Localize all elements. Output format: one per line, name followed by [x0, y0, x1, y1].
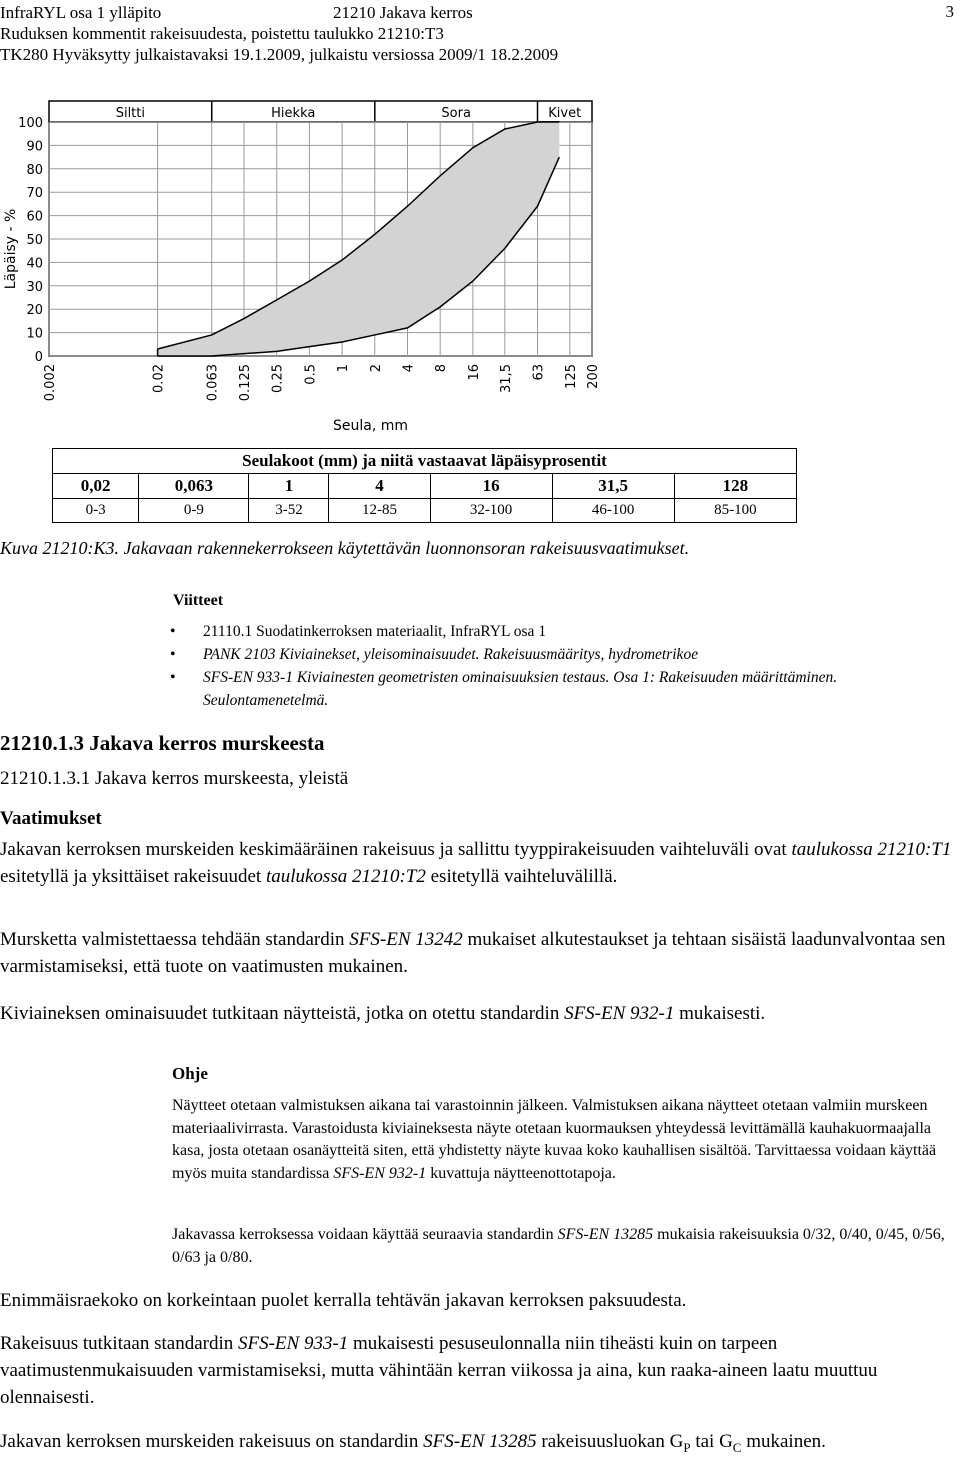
y-tick-label: 0	[34, 350, 43, 365]
y-tick-label: 30	[26, 279, 43, 295]
paragraph-testing: Mursketta valmistettaessa tehdään standardin SFS-EN 13242 mukaiset alkutestaukset ja tehtaan sisäistä laadunvalvontaa sen varmistamiseksi, että tuote on vaatimusten mukainen.	[0, 929, 946, 977]
header-section-title: 21210 Jakava kerros	[333, 3, 473, 22]
passing-range-cell: 3-52	[249, 499, 329, 523]
zone-label: Sora	[441, 106, 471, 121]
x-tick-label: 63	[531, 364, 547, 381]
grading-chart	[0, 96, 600, 436]
sieve-size-cell: 16	[430, 474, 552, 499]
section-heading: 21210.1.3 Jakava kerros murskeesta	[0, 731, 325, 755]
y-tick-label: 40	[26, 256, 43, 272]
references-list	[170, 620, 930, 712]
passing-range-cell: 0-9	[139, 499, 249, 523]
figure-caption: Kuva 21210:K3. Jakavaan rakennekerrokseen käytettävän luonnonsoran rakeisuusvaatimukset.	[0, 538, 690, 558]
paragraph-sampling: Kiviaineksen ominaisuudet tutkitaan näytteistä, jotka on otettu standardin SFS-EN 932-1 mukaisesti.	[0, 1003, 766, 1024]
x-tick-label: 31,5	[498, 364, 514, 393]
x-tick-label: 0.25	[270, 364, 286, 393]
sieve-size-cell: 0,063	[139, 474, 249, 499]
x-tick-label: 0.002	[43, 364, 58, 402]
guidance-title: Ohje	[172, 1064, 208, 1083]
y-tick-label: 100	[18, 116, 43, 131]
passing-range-cell: 46-100	[552, 499, 674, 523]
x-tick-label: 0.5	[303, 364, 319, 385]
y-tick-label: 60	[26, 209, 43, 225]
reference-item: • SFS-EN 933-1 Kiviainesten geometristen ominaisuuksien testaus. Osa 1: Rakeisuuden määrittäminen. Seulontamenetelmä.	[170, 666, 930, 712]
sieve-size-cell: 1	[249, 474, 329, 499]
header-comment-line: Ruduksen kommentit rakeisuudesta, poistettu taulukko 21210:T3	[0, 24, 444, 43]
y-tick-label: 20	[26, 303, 43, 319]
sieve-table	[52, 448, 797, 523]
reference-item: • PANK 2103 Kiviainekset, yleisominaisuudet. Rakeisuusmääritys, hydrometrikoe	[170, 643, 930, 666]
x-axis-title: Seula, mm	[332, 418, 409, 434]
guidance-paragraph-sampling: Näytteet otetaan valmistuksen aikana tai varastoinnin jälkeen. Valmistuksen aikana näytteet otetaan valmiin murskeen materiaalivirrasta. Varastoidusta kiviaineksesta näyte otetaan kuormauksen yhteydessä levittämällä kauhakuormaajalla kasa, josta otetaan osanäytteitä siten, että yhdistetty näyte kuvaa koko kauhallisen sisältöä. Tarvittaessa voidaan käyttää myös muita standardissa SFS-EN 932-1 kuvattuja näytteenottotapoja.	[172, 1097, 937, 1183]
sieve-size-cell: 128	[674, 474, 796, 499]
zone-label: Kivet	[548, 106, 582, 121]
x-tick-label: 1	[336, 364, 352, 373]
passing-range-cell: 32-100	[430, 499, 552, 523]
reference-item: • 21110.1 Suodatinkerroksen materiaalit, InfraRYL osa 1	[170, 620, 930, 643]
passing-range-cell: 0-3	[53, 499, 139, 523]
y-tick-label: 50	[26, 233, 43, 248]
sieve-table-title: Seulakoot (mm) ja niitä vastaavat läpäisyprosentit	[53, 449, 797, 474]
header-doc-title: InfraRYL osa 1 ylläpito	[0, 3, 162, 22]
x-tick-label: 2	[368, 364, 384, 373]
guidance-paragraph-gradations: Jakavassa kerroksessa voidaan käyttää seuraavia standardin SFS-EN 13285 mukaisia rakeisuuksia 0/32, 0/40, 0/45, 0/56, 0/63 ja 0/80.	[172, 1226, 945, 1266]
y-tick-label: 80	[26, 162, 43, 178]
sieve-size-cell: 4	[329, 474, 430, 499]
sieve-size-cell: 0,02	[53, 474, 139, 499]
paragraph-max-grain: Enimmäisraekoko on korkeintaan puolet kerralla tehtävän jakavan kerroksen paksuudesta.	[0, 1290, 687, 1311]
x-tick-label: 8	[434, 364, 450, 373]
zone-label: Hiekka	[271, 106, 316, 121]
sieve-size-cell: 31,5	[552, 474, 674, 499]
subsection-heading: 21210.1.3.1 Jakava kerros murskeesta, yleistä	[0, 768, 349, 789]
zone-label: Siltti	[115, 106, 146, 121]
x-tick-label: 0.125	[238, 364, 254, 402]
passing-range-cell: 85-100	[674, 499, 796, 523]
x-tick-label: 4	[401, 364, 417, 373]
y-axis-title: Läpäisy - %	[3, 208, 19, 290]
x-tick-label: 125	[563, 364, 579, 389]
y-tick-label: 10	[26, 326, 43, 342]
x-tick-label: 200	[586, 364, 600, 389]
x-tick-label: 0.063	[205, 364, 221, 402]
references-title: Viitteet	[173, 592, 224, 609]
x-tick-label: 0.02	[151, 364, 167, 393]
grading-chart-svg	[0, 96, 600, 436]
paragraph-gradation: Jakavan kerroksen murskeiden keskimääräinen rakeisuus ja sallittu tyyppirakeisuuden vaihteluväli ovat taulukossa 21210:T1 esitetyllä ja yksittäiset rakeisuudet taulukossa 21210:T2 esitetyllä vaihteluvälillä.	[0, 839, 952, 887]
paragraph-grading-test: Rakeisuus tutkitaan standardin SFS-EN 933-1 mukaisesti pesuseulonnalla niin tiheästi kuin on tarpeen vaatimustenmukaisuuden varmistamiseksi, mutta vähintään kerran viikossa ja aina, kun raaka-aineen laatu muuttuu olennaisesti.	[0, 1333, 878, 1408]
paragraph-grading-class: Jakavan kerroksen murskeiden rakeisuus on standardin SFS-EN 13285 rakeisuusluokan $G_P$ tai $G_C$ mukainen.	[0, 1431, 826, 1455]
requirements-heading: Vaatimukset	[0, 808, 102, 829]
page-number: 3	[945, 2, 954, 21]
y-tick-label: 90	[26, 139, 43, 155]
header-approval-line: TK280 Hyväksytty julkaistavaksi 19.1.2009, julkaistu versiossa 2009/1 18.2.2009	[0, 45, 559, 64]
passing-range-cell: 12-85	[329, 499, 430, 523]
x-tick-label: 16	[466, 364, 482, 381]
y-tick-label: 70	[26, 186, 43, 202]
